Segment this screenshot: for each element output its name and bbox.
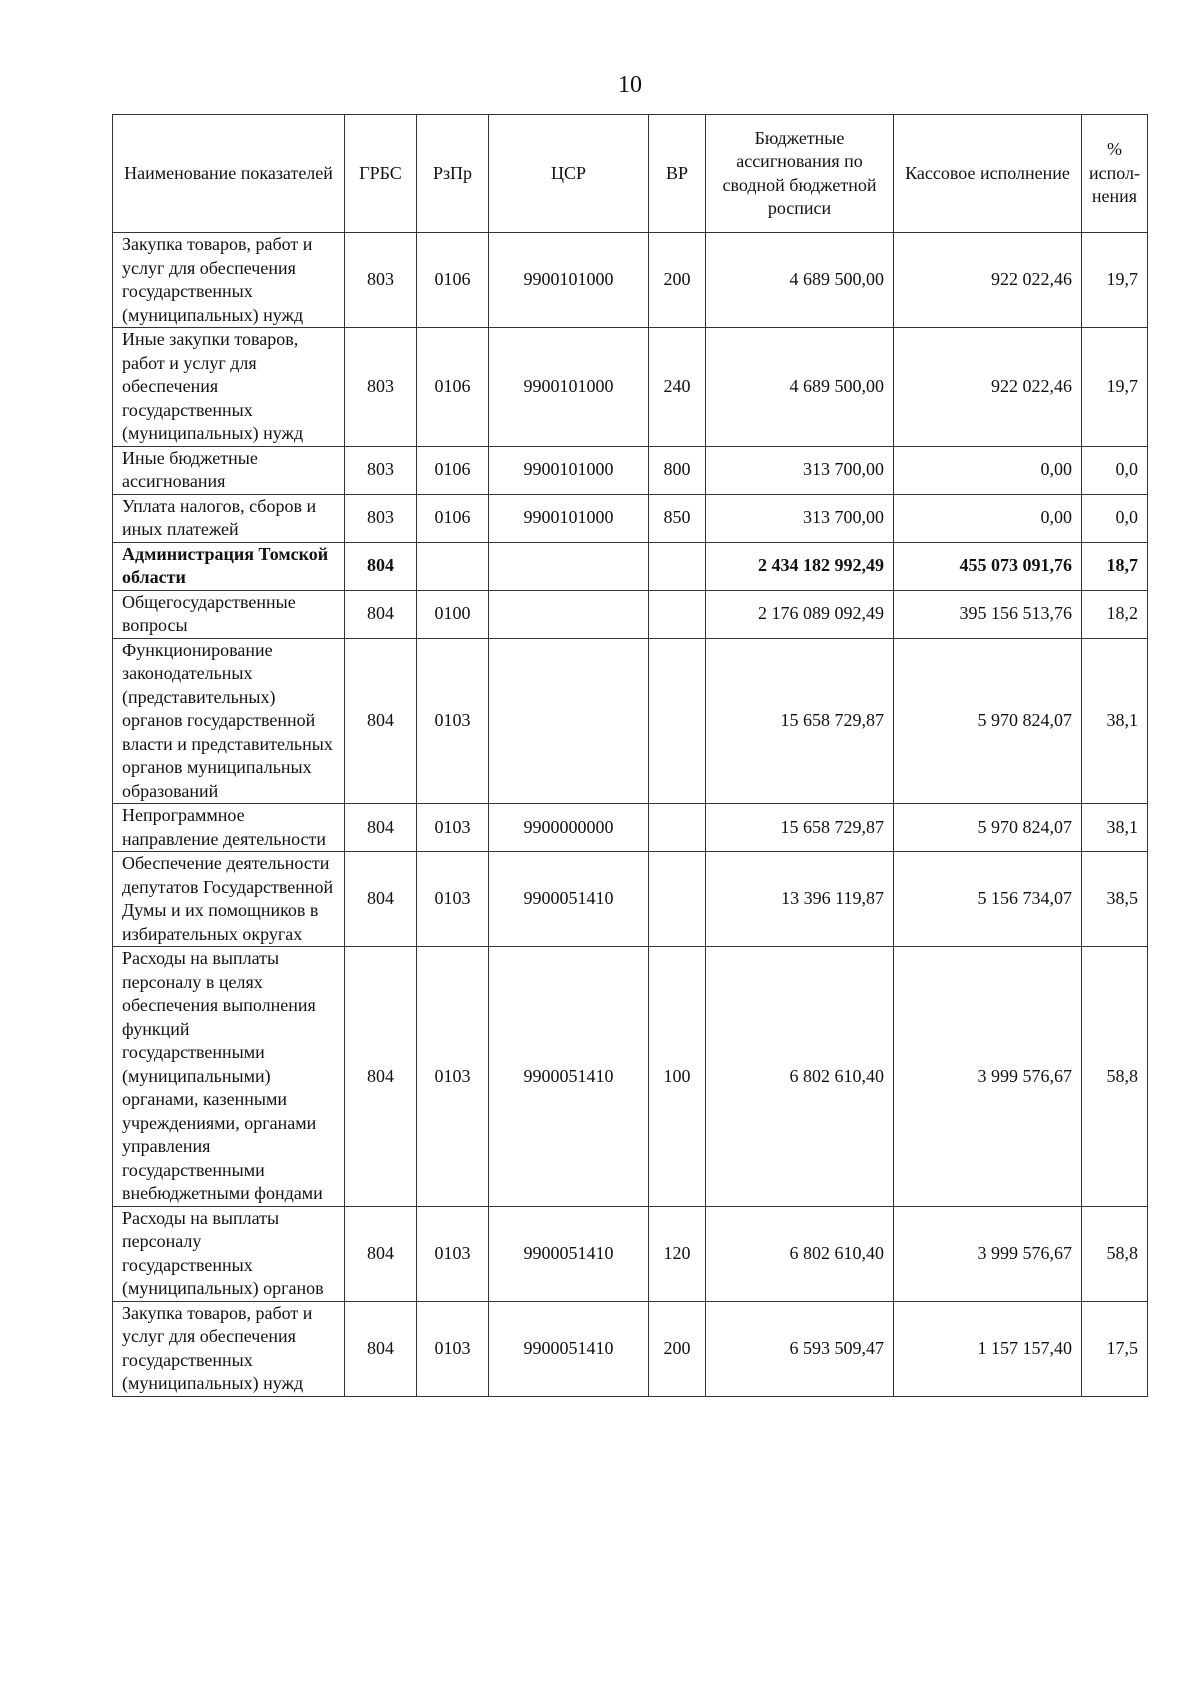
header-cash: Кассовое исполнение (894, 115, 1082, 233)
cell-name: Иные бюджетные ассигнования (113, 446, 345, 494)
cell-budget: 4 689 500,00 (706, 328, 894, 447)
cell-rzpr: 0103 (417, 804, 489, 852)
cell-csr (489, 590, 649, 638)
header-name: Наименование показателей (113, 115, 345, 233)
cell-budget: 6 802 610,40 (706, 947, 894, 1207)
table-row (113, 233, 1148, 328)
cell-name: Функционирование законодательных (представительных) органов государственной власти и представительных органов муниципальных образований (113, 638, 345, 804)
cell-rzpr: 0103 (417, 638, 489, 804)
cell-budget: 4 689 500,00 (706, 233, 894, 328)
table-row (113, 1206, 1148, 1301)
cell-rzpr: 0103 (417, 1206, 489, 1301)
cell-budget: 6 802 610,40 (706, 1206, 894, 1301)
cell-vr: 850 (649, 494, 706, 542)
table-row (113, 1301, 1148, 1396)
cell-budget: 313 700,00 (706, 494, 894, 542)
cell-budget: 13 396 119,87 (706, 852, 894, 947)
cell-grbs: 804 (345, 1206, 417, 1301)
cell-grbs: 804 (345, 638, 417, 804)
cell-cash: 0,00 (894, 494, 1082, 542)
cell-rzpr: 0103 (417, 1301, 489, 1396)
cell-budget: 313 700,00 (706, 446, 894, 494)
table-row (113, 638, 1148, 804)
table-body (113, 233, 1148, 1397)
table-row (113, 852, 1148, 947)
cell-rzpr: 0103 (417, 947, 489, 1207)
cell-rzpr: 0106 (417, 494, 489, 542)
table-row (113, 947, 1148, 1207)
cell-budget: 15 658 729,87 (706, 638, 894, 804)
table-row (113, 494, 1148, 542)
cell-name: Обеспечение деятельности депутатов Государственной Думы и их помощников в избирательных округах (113, 852, 345, 947)
cell-grbs: 804 (345, 542, 417, 590)
cell-percent: 0,0 (1082, 494, 1148, 542)
page-number: 10 (618, 72, 642, 98)
cell-grbs: 803 (345, 494, 417, 542)
cell-name: Закупка товаров, работ и услуг для обеспечения государственных (муниципальных) нужд (113, 1301, 345, 1396)
cell-csr: 9900101000 (489, 328, 649, 447)
cell-cash: 1 157 157,40 (894, 1301, 1082, 1396)
cell-grbs: 803 (345, 233, 417, 328)
cell-rzpr: 0103 (417, 852, 489, 947)
cell-vr: 200 (649, 1301, 706, 1396)
cell-csr: 9900051410 (489, 852, 649, 947)
table-row (113, 804, 1148, 852)
cell-csr (489, 638, 649, 804)
cell-csr: 9900051410 (489, 1206, 649, 1301)
cell-cash: 395 156 513,76 (894, 590, 1082, 638)
cell-cash: 3 999 576,67 (894, 1206, 1082, 1301)
cell-budget: 6 593 509,47 (706, 1301, 894, 1396)
cell-budget: 15 658 729,87 (706, 804, 894, 852)
cell-percent: 17,5 (1082, 1301, 1148, 1396)
table-row (113, 446, 1148, 494)
cell-cash: 455 073 091,76 (894, 542, 1082, 590)
cell-cash: 5 156 734,07 (894, 852, 1082, 947)
cell-csr (489, 542, 649, 590)
cell-cash: 3 999 576,67 (894, 947, 1082, 1207)
cell-percent: 18,7 (1082, 542, 1148, 590)
cell-name: Расходы на выплаты персоналу государственных (муниципальных) органов (113, 1206, 345, 1301)
cell-cash: 922 022,46 (894, 233, 1082, 328)
cell-vr: 120 (649, 1206, 706, 1301)
cell-grbs: 803 (345, 446, 417, 494)
cell-vr: 100 (649, 947, 706, 1207)
cell-cash: 0,00 (894, 446, 1082, 494)
cell-rzpr: 0100 (417, 590, 489, 638)
cell-grbs: 804 (345, 947, 417, 1207)
cell-vr: 200 (649, 233, 706, 328)
cell-name: Непрограммное направление деятельности (113, 804, 345, 852)
cell-rzpr: 0106 (417, 233, 489, 328)
cell-csr: 9900051410 (489, 1301, 649, 1396)
cell-csr: 9900101000 (489, 233, 649, 328)
cell-vr (649, 590, 706, 638)
cell-budget: 2 434 182 992,49 (706, 542, 894, 590)
cell-cash: 5 970 824,07 (894, 804, 1082, 852)
cell-vr (649, 852, 706, 947)
cell-name: Закупка товаров, работ и услуг для обеспечения государственных (муниципальных) нужд (113, 233, 345, 328)
cell-percent: 18,2 (1082, 590, 1148, 638)
cell-name: Расходы на выплаты персоналу в целях обеспечения выполнения функций государственными (муниципальными) органами, казенными учреждениями, органами управления государственными внебюджетными фондами (113, 947, 345, 1207)
table-header-row (113, 115, 1148, 233)
cell-rzpr (417, 542, 489, 590)
cell-percent: 0,0 (1082, 446, 1148, 494)
cell-grbs: 804 (345, 804, 417, 852)
cell-vr (649, 804, 706, 852)
cell-grbs: 803 (345, 328, 417, 447)
cell-percent: 38,1 (1082, 638, 1148, 804)
cell-percent: 19,7 (1082, 328, 1148, 447)
cell-name: Иные закупки товаров, работ и услуг для обеспечения государственных (муниципальных) нужд (113, 328, 345, 447)
header-vr: ВР (649, 115, 706, 233)
cell-grbs: 804 (345, 1301, 417, 1396)
cell-name: Общегосударственные вопросы (113, 590, 345, 638)
table-row (113, 590, 1148, 638)
cell-grbs: 804 (345, 852, 417, 947)
header-budget: Бюджетные ассигнования по сводной бюджетной росписи (706, 115, 894, 233)
cell-percent: 19,7 (1082, 233, 1148, 328)
cell-grbs: 804 (345, 590, 417, 638)
header-percent: % испол-нения (1082, 115, 1148, 233)
cell-percent: 58,8 (1082, 1206, 1148, 1301)
cell-budget: 2 176 089 092,49 (706, 590, 894, 638)
cell-vr (649, 542, 706, 590)
table-row (113, 328, 1148, 447)
cell-csr: 9900101000 (489, 446, 649, 494)
cell-cash: 922 022,46 (894, 328, 1082, 447)
header-grbs: ГРБС (345, 115, 417, 233)
cell-percent: 38,5 (1082, 852, 1148, 947)
budget-execution-table (112, 114, 1148, 1397)
cell-vr: 800 (649, 446, 706, 494)
cell-vr (649, 638, 706, 804)
cell-vr: 240 (649, 328, 706, 447)
header-rzpr: РзПр (417, 115, 489, 233)
cell-cash: 5 970 824,07 (894, 638, 1082, 804)
cell-csr: 9900000000 (489, 804, 649, 852)
cell-csr: 9900051410 (489, 947, 649, 1207)
cell-percent: 38,1 (1082, 804, 1148, 852)
cell-name: Уплата налогов, сборов и иных платежей (113, 494, 345, 542)
cell-rzpr: 0106 (417, 328, 489, 447)
cell-name: Администрация Томской области (113, 542, 345, 590)
cell-percent: 58,8 (1082, 947, 1148, 1207)
cell-rzpr: 0106 (417, 446, 489, 494)
header-csr: ЦСР (489, 115, 649, 233)
table-row (113, 542, 1148, 590)
cell-csr: 9900101000 (489, 494, 649, 542)
